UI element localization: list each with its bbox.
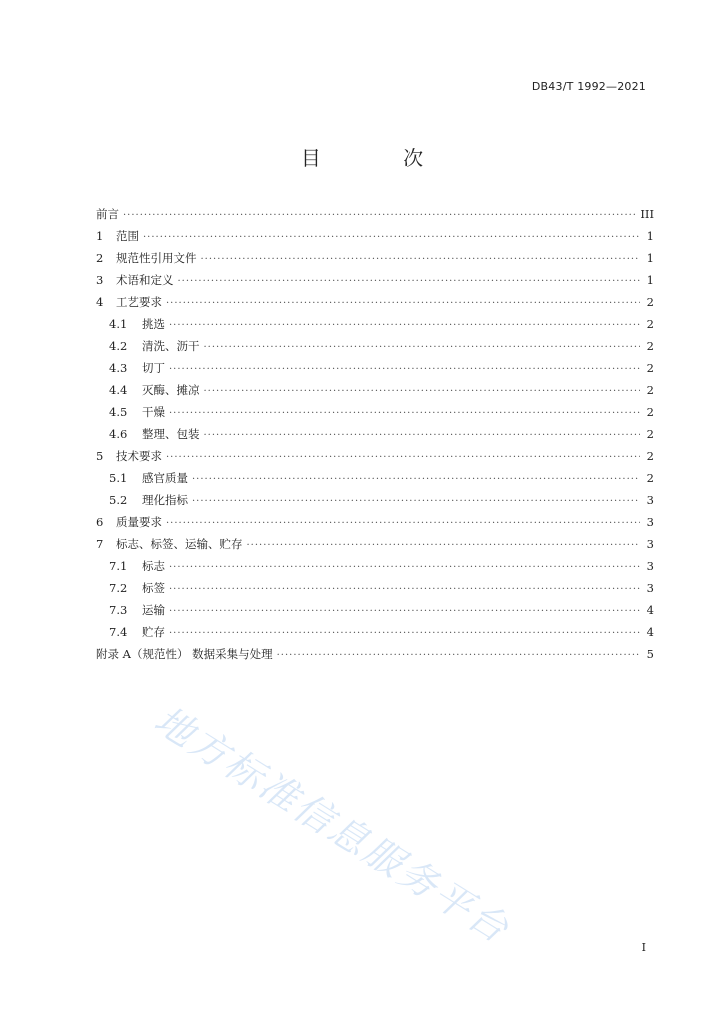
toc-entry[interactable]: [96, 423, 654, 445]
toc-leader-dots: [169, 557, 640, 579]
toc-entry-page: 4: [646, 625, 654, 639]
toc-entry[interactable]: [96, 335, 654, 357]
toc-entry-number: 4.3: [109, 361, 128, 375]
toc-entry[interactable]: [96, 203, 654, 225]
toc-leader-dots: [169, 403, 640, 425]
toc-entry-page: 2: [646, 361, 654, 375]
toc-entry-page: 1: [646, 251, 654, 265]
toc-entry[interactable]: [96, 467, 654, 489]
toc-entry-page: 3: [646, 515, 654, 529]
toc-entry-label: 整理、包装: [142, 427, 200, 441]
toc-leader-dots: [192, 491, 640, 513]
toc-entry-number: 7: [96, 537, 104, 551]
toc-entry-page: 2: [646, 339, 654, 353]
toc-leader-dots: [204, 425, 641, 447]
toc-leader-dots: [204, 337, 641, 359]
toc-entry[interactable]: [96, 533, 654, 555]
toc-entry-label: 干燥: [142, 405, 165, 419]
toc-entry-page: 3: [646, 559, 654, 573]
toc-leader-dots: [169, 623, 640, 645]
toc-entry-number: 7.4: [109, 625, 128, 639]
toc-entry-label: 附录 A（规范性） 数据采集与处理: [96, 647, 273, 661]
toc-leader-dots: [166, 447, 640, 469]
toc-leader-dots: [166, 293, 640, 315]
toc-entry-page: 3: [646, 537, 654, 551]
toc-leader-dots: [178, 271, 641, 293]
toc-entry[interactable]: [96, 357, 654, 379]
toc-entry[interactable]: [96, 511, 654, 533]
toc-entry[interactable]: [96, 225, 654, 247]
toc-entry[interactable]: [96, 445, 654, 467]
toc-entry-label: 标志: [142, 559, 165, 573]
toc-entry-label: 标签: [142, 581, 165, 595]
toc-entry[interactable]: [96, 247, 654, 269]
toc-leader-dots: [247, 535, 641, 557]
toc-entry[interactable]: [96, 621, 654, 643]
toc-entry-number: 4.1: [109, 317, 128, 331]
toc-entry-page: 1: [646, 229, 654, 243]
toc-entry[interactable]: [96, 269, 654, 291]
toc-entry-page: 2: [646, 427, 654, 441]
toc-entry-number: 7.2: [109, 581, 128, 595]
toc-entry-label: 标志、标签、运输、贮存: [116, 537, 243, 551]
toc-entry-number: 1: [96, 229, 104, 243]
toc-entry-number: 4: [96, 295, 104, 309]
toc-entry-label: 切丁: [142, 361, 165, 375]
toc-entry-number: 3: [96, 273, 104, 287]
toc-entry-label: 质量要求: [116, 515, 162, 529]
toc-leader-dots: [192, 469, 640, 491]
toc-entry-page: 1: [646, 273, 654, 287]
toc-entry-number: 4.4: [109, 383, 128, 397]
toc-entry-page: 3: [646, 493, 654, 507]
toc-entry-number: 6: [96, 515, 104, 529]
document-code: DB43/T 1992—2021: [531, 80, 646, 93]
toc-entry-label: 挑选: [142, 317, 165, 331]
toc-entry-page: 3: [646, 581, 654, 595]
toc-entry-number: 4.2: [109, 339, 128, 353]
toc-leader-dots: [204, 381, 641, 403]
toc-entry[interactable]: [96, 599, 654, 621]
toc-leader-dots: [143, 227, 640, 249]
toc-entry-page: 2: [646, 317, 654, 331]
toc-entry-number: 5.2: [109, 493, 128, 507]
toc-entry-number: 7.3: [109, 603, 128, 617]
toc-entry-label: 技术要求: [116, 449, 162, 463]
toc-entry-page: 4: [646, 603, 654, 617]
toc-entry[interactable]: [96, 401, 654, 423]
toc-leader-dots: [169, 579, 640, 601]
toc-entry-page: 2: [646, 449, 654, 463]
toc-entry-label: 灭酶、摊凉: [142, 383, 200, 397]
toc-entry[interactable]: [96, 313, 654, 335]
toc-entry-label: 前言: [96, 207, 119, 221]
toc-entry-label: 运输: [142, 603, 165, 617]
toc-entry-label: 范围: [116, 229, 139, 243]
toc-entry-page: III: [640, 207, 654, 221]
toc-leader-dots: [201, 249, 641, 271]
toc-entry[interactable]: [96, 555, 654, 577]
footer-page-number: I: [641, 941, 646, 954]
toc-entry[interactable]: [96, 291, 654, 313]
toc-entry-label: 理化指标: [142, 493, 188, 507]
toc-entry-label: 贮存: [142, 625, 165, 639]
toc-leader-dots: [169, 359, 640, 381]
toc-entry-number: 2: [96, 251, 104, 265]
toc-leader-dots: [123, 205, 636, 227]
toc-entry-label: 工艺要求: [116, 295, 162, 309]
toc-entry-page: 2: [646, 383, 654, 397]
toc-entry-number: 4.6: [109, 427, 128, 441]
toc-entry-page: 2: [646, 471, 654, 485]
toc-entry-page: 2: [646, 295, 654, 309]
toc-leader-dots: [169, 601, 640, 623]
toc-entry[interactable]: [96, 379, 654, 401]
toc-leader-dots: [166, 513, 640, 535]
toc-entry-number: 7.1: [109, 559, 128, 573]
toc-entry-label: 感官质量: [142, 471, 188, 485]
toc-entry-number: 5.1: [109, 471, 128, 485]
toc-entry-label: 术语和定义: [116, 273, 174, 287]
toc-entry-page: 2: [646, 405, 654, 419]
toc-entry[interactable]: [96, 489, 654, 511]
toc-entry[interactable]: [96, 577, 654, 599]
toc-entry-number: 5: [96, 449, 104, 463]
toc-entry-number: 4.5: [109, 405, 128, 419]
watermark: 地方标准信息服务平台: [146, 697, 518, 953]
toc-entry-page: 5: [646, 647, 654, 661]
toc-leader-dots: [169, 315, 640, 337]
toc-entry-label: 规范性引用文件: [116, 251, 197, 265]
toc-entry-label: 清洗、沥干: [142, 339, 200, 353]
table-of-contents: [96, 203, 654, 665]
toc-leader-dots: [277, 645, 640, 667]
toc-entry[interactable]: [96, 643, 654, 665]
page-title: 目 次: [300, 146, 462, 170]
